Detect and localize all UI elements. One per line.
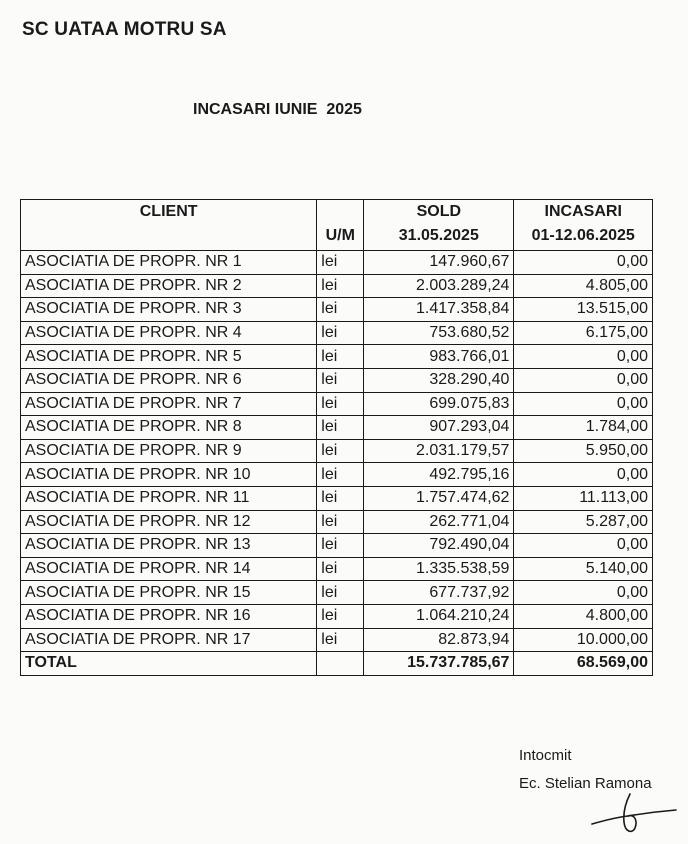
unit-cell: lei <box>317 439 364 463</box>
incasari-cell: 0,00 <box>514 463 653 487</box>
sold-cell: 677.737,92 <box>364 581 514 605</box>
unit-cell: lei <box>317 368 364 392</box>
unit-cell: lei <box>317 251 364 275</box>
table-row <box>21 321 653 345</box>
unit-cell: lei <box>317 298 364 322</box>
header-client <box>21 200 317 251</box>
sold-cell: 2.003.289,24 <box>364 274 514 298</box>
unit-cell: lei <box>317 416 364 440</box>
incasari-cell: 13.515,00 <box>514 298 653 322</box>
unit-cell: lei <box>317 274 364 298</box>
sold-cell: 82.873,94 <box>364 628 514 652</box>
header-incasari-label: INCASARI <box>544 203 622 220</box>
receipts-table <box>20 199 653 676</box>
sold-cell: 492.795,16 <box>364 463 514 487</box>
client-cell: ASOCIATIA DE PROPR. NR 15 <box>21 581 317 605</box>
client-cell: ASOCIATIA DE PROPR. NR 2 <box>21 274 317 298</box>
table-row <box>21 581 653 605</box>
sold-cell: 1.335.538,59 <box>364 557 514 581</box>
total-um <box>317 652 364 676</box>
table-row <box>21 274 653 298</box>
incasari-cell: 6.175,00 <box>514 321 653 345</box>
client-cell: ASOCIATIA DE PROPR. NR 8 <box>21 416 317 440</box>
table-row <box>21 298 653 322</box>
client-cell: ASOCIATIA DE PROPR. NR 9 <box>21 439 317 463</box>
prepared-by-label: Intocmit <box>519 747 572 764</box>
table-row <box>21 463 653 487</box>
client-cell: ASOCIATIA DE PROPR. NR 17 <box>21 628 317 652</box>
incasari-cell: 10.000,00 <box>514 628 653 652</box>
table-row <box>21 251 653 275</box>
header-incasari <box>514 200 653 251</box>
table-row <box>21 604 653 628</box>
incasari-cell: 5.140,00 <box>514 557 653 581</box>
unit-cell: lei <box>317 510 364 534</box>
client-cell: ASOCIATIA DE PROPR. NR 14 <box>21 557 317 581</box>
client-cell: ASOCIATIA DE PROPR. NR 1 <box>21 251 317 275</box>
client-cell: ASOCIATIA DE PROPR. NR 13 <box>21 534 317 558</box>
total-row <box>21 652 653 676</box>
table-header-row <box>21 200 653 251</box>
table-body <box>21 251 653 652</box>
header-sold-label: SOLD <box>416 203 462 220</box>
incasari-cell: 0,00 <box>514 368 653 392</box>
unit-cell: lei <box>317 534 364 558</box>
table-row <box>21 392 653 416</box>
unit-cell: lei <box>317 628 364 652</box>
client-cell: ASOCIATIA DE PROPR. NR 4 <box>21 321 317 345</box>
header-incasari-period: 01-12.06.2025 <box>531 227 635 244</box>
table-row <box>21 510 653 534</box>
incasari-cell: 4.800,00 <box>514 604 653 628</box>
sold-cell: 1.757.474,62 <box>364 486 514 510</box>
sold-cell: 792.490,04 <box>364 534 514 558</box>
unit-cell: lei <box>317 392 364 416</box>
total-sold: 15.737.785,67 <box>364 652 514 676</box>
table-row <box>21 628 653 652</box>
unit-cell: lei <box>317 321 364 345</box>
sold-cell: 2.031.179,57 <box>364 439 514 463</box>
sold-cell: 983.766,01 <box>364 345 514 369</box>
preparer-name: Ec. Stelian Ramona <box>519 775 652 792</box>
handwritten-signature <box>588 790 683 838</box>
header-sold-date: 31.05.2025 <box>398 227 479 244</box>
client-cell: ASOCIATIA DE PROPR. NR 6 <box>21 368 317 392</box>
incasari-cell: 11.113,00 <box>514 486 653 510</box>
sold-cell: 699.075,83 <box>364 392 514 416</box>
table-row <box>21 534 653 558</box>
header-client-label: CLIENT <box>139 203 198 220</box>
incasari-cell: 0,00 <box>514 581 653 605</box>
incasari-cell: 4.805,00 <box>514 274 653 298</box>
company-name: SC UATAA MOTRU SA <box>22 19 227 40</box>
sold-cell: 1.417.358,84 <box>364 298 514 322</box>
table-row <box>21 439 653 463</box>
header-um <box>317 200 364 251</box>
unit-cell: lei <box>317 345 364 369</box>
incasari-cell: 0,00 <box>514 392 653 416</box>
unit-cell: lei <box>317 581 364 605</box>
total-incasari: 68.569,00 <box>514 652 653 676</box>
header-um-label: U/M <box>325 227 355 244</box>
incasari-cell: 0,00 <box>514 251 653 275</box>
sold-cell: 1.064.210,24 <box>364 604 514 628</box>
client-cell: ASOCIATIA DE PROPR. NR 10 <box>21 463 317 487</box>
client-cell: ASOCIATIA DE PROPR. NR 3 <box>21 298 317 322</box>
unit-cell: lei <box>317 463 364 487</box>
total-label: TOTAL <box>21 652 317 676</box>
sold-cell: 328.290,40 <box>364 368 514 392</box>
table-row <box>21 416 653 440</box>
incasari-cell: 5.950,00 <box>514 439 653 463</box>
sold-cell: 147.960,67 <box>364 251 514 275</box>
table-row <box>21 486 653 510</box>
report-title: INCASARI IUNIE 2025 <box>193 101 362 118</box>
sold-cell: 262.771,04 <box>364 510 514 534</box>
client-cell: ASOCIATIA DE PROPR. NR 16 <box>21 604 317 628</box>
unit-cell: lei <box>317 557 364 581</box>
unit-cell: lei <box>317 486 364 510</box>
header-sold <box>364 200 514 251</box>
incasari-cell: 0,00 <box>514 345 653 369</box>
sold-cell: 907.293,04 <box>364 416 514 440</box>
client-cell: ASOCIATIA DE PROPR. NR 7 <box>21 392 317 416</box>
table-row <box>21 557 653 581</box>
client-cell: ASOCIATIA DE PROPR. NR 12 <box>21 510 317 534</box>
sold-cell: 753.680,52 <box>364 321 514 345</box>
table-row <box>21 345 653 369</box>
client-cell: ASOCIATIA DE PROPR. NR 5 <box>21 345 317 369</box>
incasari-cell: 0,00 <box>514 534 653 558</box>
table-row <box>21 368 653 392</box>
unit-cell: lei <box>317 604 364 628</box>
incasari-cell: 1.784,00 <box>514 416 653 440</box>
client-cell: ASOCIATIA DE PROPR. NR 11 <box>21 486 317 510</box>
incasari-cell: 5.287,00 <box>514 510 653 534</box>
